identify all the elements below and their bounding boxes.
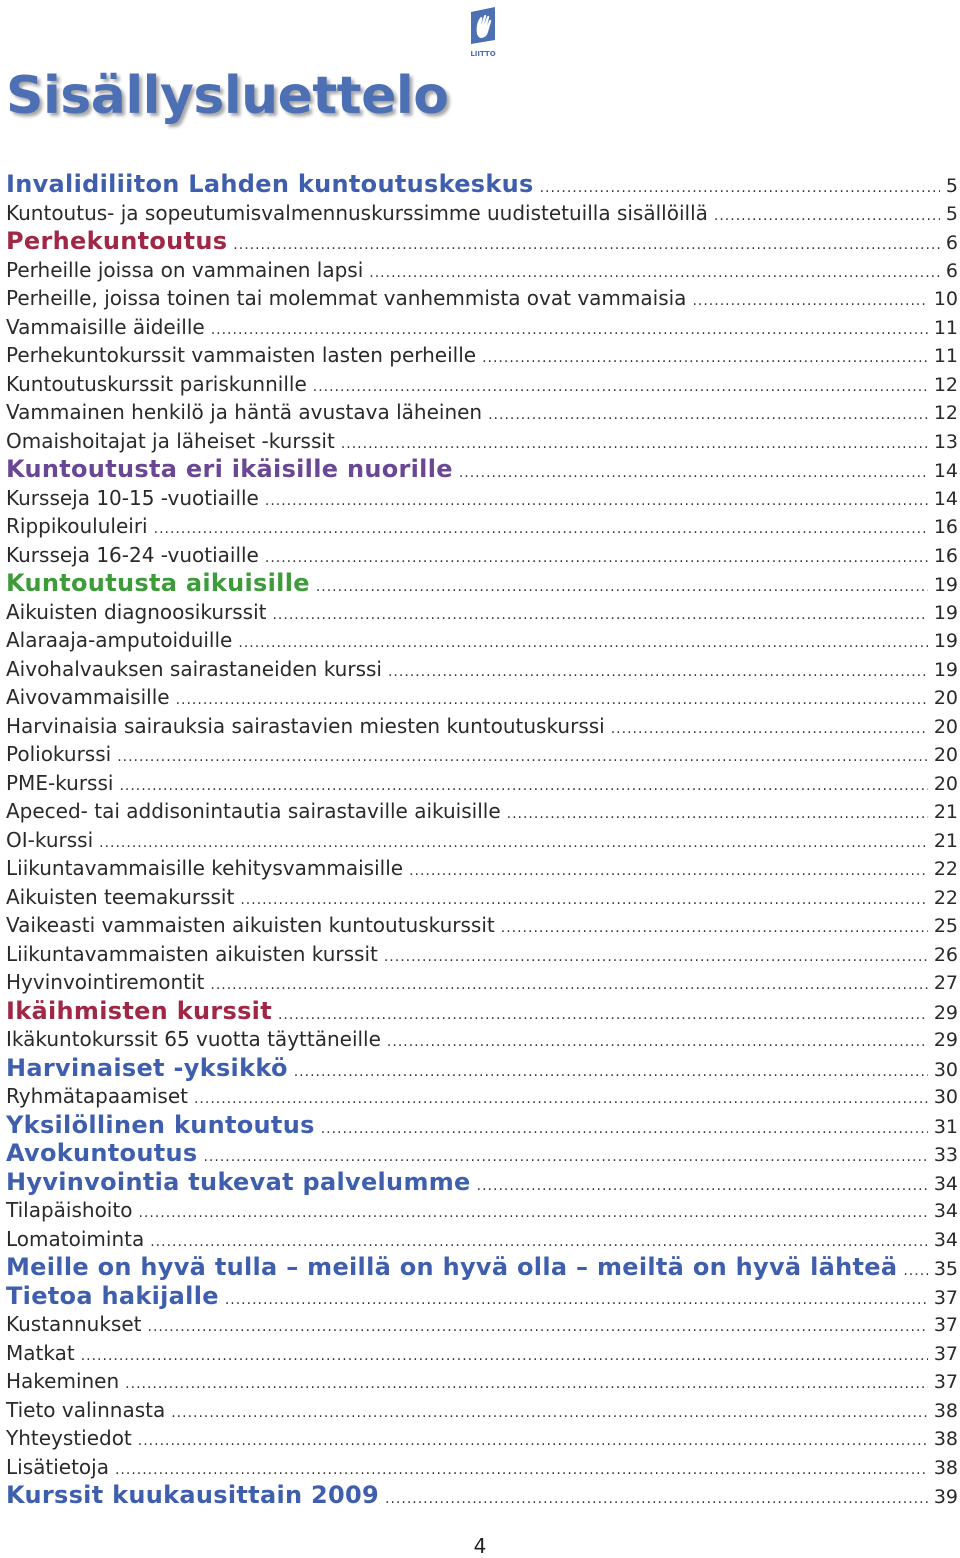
toc-entry-page: 20: [933, 772, 958, 795]
toc-entry-page: 21: [933, 801, 958, 823]
toc-entry: [6, 911, 958, 940]
toc-leader-dots: [115, 1456, 928, 1485]
toc-leader-dots: [238, 629, 927, 658]
toc-entry-label: Rippikoululeiri: [6, 514, 148, 538]
toc-entry-page: 19: [933, 630, 958, 652]
toc-leader-dots: [313, 373, 928, 402]
toc-entry-page: 11: [933, 345, 958, 367]
toc-leader-dots: [294, 1058, 928, 1087]
toc-entry-label: Aikuisten diagnoosikurssit: [6, 599, 267, 624]
toc-entry-page: 5: [945, 202, 958, 225]
toc-leader-dots: [265, 487, 928, 516]
toc-leader-dots: [171, 1399, 928, 1428]
toc-entry-page: 29: [933, 1001, 958, 1024]
table-of-contents: [6, 170, 958, 1510]
toc-section-entry: [6, 1139, 958, 1168]
toc-entry-label: Kurssit kuukausittain 2009: [6, 1481, 380, 1509]
toc-leader-dots: [194, 1085, 928, 1114]
toc-leader-dots: [385, 1485, 928, 1514]
toc-entry-page: 14: [933, 460, 958, 482]
toc-leader-dots: [138, 1427, 928, 1456]
toc-entry-label: Perheille, joissa toinen tai molemmat vanhemmista ovat vammaisia: [6, 286, 687, 310]
toc-entry-label: Liikuntavammaisten aikuisten kurssit: [6, 941, 378, 966]
toc-entry: [6, 769, 958, 798]
toc-leader-dots: [265, 544, 928, 573]
toc-entry-label: Harvinaiset -yksikkö: [6, 1053, 288, 1082]
toc-entry-label: Kursseja 16-24 -vuotiaille: [6, 542, 259, 567]
toc-leader-dots: [99, 829, 928, 858]
toc-entry: [6, 1225, 958, 1254]
toc-entry-label: Perhekuntoutus: [6, 227, 228, 255]
toc-entry-label: Kursseja 10-15 -vuotiaille: [6, 485, 259, 510]
toc-entry: [6, 1082, 958, 1111]
toc-entry-page: 34: [933, 1172, 958, 1195]
toc-leader-dots: [119, 772, 927, 801]
toc-leader-dots: [240, 886, 927, 915]
toc-entry-page: 19: [933, 574, 958, 596]
toc-entry-page: 37: [933, 1286, 958, 1309]
toc-entry-label: OI-kurssi: [6, 827, 94, 852]
toc-entry: [6, 284, 958, 313]
hand-logo-icon: [468, 6, 498, 62]
toc-entry-page: 35: [933, 1258, 958, 1280]
toc-entry: [6, 1367, 958, 1396]
toc-entry: [6, 1196, 958, 1225]
toc-entry: [6, 313, 958, 342]
toc-entry-label: Invalidiliiton Lahden kuntoutuskeskus: [6, 170, 534, 198]
toc-entry-label: Vaikeasti vammaisten aikuisten kuntoutuskurssit: [6, 913, 495, 937]
toc-entry-page: 37: [933, 1342, 958, 1365]
toc-entry: [6, 940, 958, 969]
toc-section-entry: [6, 1282, 958, 1311]
toc-leader-dots: [507, 800, 928, 829]
toc-entry: [6, 370, 958, 399]
toc-entry-page: 6: [945, 232, 958, 254]
toc-section-entry: [6, 1111, 958, 1140]
toc-entry-label: Perheille joissa on vammainen lapsi: [6, 257, 364, 282]
toc-entry-label: Kuntoutusta eri ikäisille nuorille: [6, 455, 453, 483]
toc-entry-label: Alaraaja-amputoiduille: [6, 628, 233, 652]
toc-entry-label: Aivovammaisille: [6, 685, 170, 709]
toc-entry-page: 21: [933, 829, 958, 852]
toc-entry-label: Hyvinvointiremontit: [6, 970, 205, 994]
toc-entry-label: Omaishoitajat ja läheiset -kurssit: [6, 428, 335, 453]
toc-entry-label: Kuntoutusta aikuisille: [6, 569, 310, 597]
toc-leader-dots: [369, 259, 940, 288]
toc-entry: [6, 883, 958, 912]
toc-entry-label: Ryhmätapaamiset: [6, 1084, 188, 1108]
toc-leader-dots: [341, 430, 928, 459]
toc-entry-page: 34: [933, 1228, 958, 1251]
toc-entry-page: 6: [945, 259, 958, 282]
toc-entry-page: 22: [933, 858, 958, 880]
toc-leader-dots: [272, 601, 927, 630]
toc-section-entry: [6, 1481, 958, 1510]
toc-entry-label: Tieto valinnasta: [6, 1397, 166, 1422]
toc-leader-dots: [150, 1228, 928, 1257]
toc-entry-page: 12: [933, 402, 958, 424]
toc-section-entry: [6, 997, 958, 1026]
toc-entry-page: 20: [933, 715, 958, 738]
toc-entry-label: Tilapäishoito: [6, 1198, 133, 1222]
toc-entry: [6, 968, 958, 997]
toc-entry-label: Kuntoutus- ja sopeutumisvalmennuskurssimme uudistetuilla sisällöillä: [6, 200, 708, 225]
toc-entry-label: Avokuntoutus: [6, 1139, 198, 1167]
toc-entry-label: Aivohalvauksen sairastaneiden kurssi: [6, 656, 382, 681]
toc-leader-dots: [501, 914, 928, 943]
toc-leader-dots: [488, 401, 928, 430]
toc-leader-dots: [477, 1172, 928, 1201]
toc-entry: [6, 854, 958, 883]
toc-entry-page: 12: [933, 373, 958, 396]
toc-entry: [6, 626, 958, 655]
toc-leader-dots: [692, 287, 927, 316]
toc-entry-page: 38: [933, 1456, 958, 1479]
toc-entry-label: Apeced- tai addisonintautia sairastaville aikuisille: [6, 799, 501, 823]
toc-leader-dots: [210, 971, 927, 1000]
toc-entry-label: Kustannukset: [6, 1312, 142, 1336]
toc-entry-page: 33: [933, 1144, 958, 1166]
toc-leader-dots: [482, 344, 928, 373]
toc-entry-label: Harvinaisia sairauksia sairastavien miesten kuntoutuskurssi: [6, 713, 605, 738]
toc-section-entry: [6, 569, 958, 598]
toc-entry-page: 34: [933, 1200, 958, 1222]
toc-entry-label: Lisätietoja: [6, 1454, 109, 1479]
toc-entry-page: 29: [933, 1029, 958, 1051]
toc-entry-label: Kuntoutuskurssit pariskunnille: [6, 371, 307, 396]
toc-entry-label: Matkat: [6, 1340, 75, 1365]
toc-entry-page: 19: [933, 658, 958, 681]
toc-leader-dots: [176, 686, 928, 715]
toc-entry: [6, 1396, 958, 1425]
toc-leader-dots: [903, 1257, 927, 1286]
toc-section-entry: [6, 1168, 958, 1197]
toc-leader-dots: [225, 1286, 928, 1315]
toc-leader-dots: [459, 459, 928, 488]
toc-leader-dots: [409, 857, 928, 886]
toc-entry-page: 38: [933, 1428, 958, 1450]
toc-entry-label: Hyvinvointia tukevat palvelumme: [6, 1167, 471, 1196]
toc-entry: [6, 398, 958, 427]
toc-entry-page: 37: [933, 1371, 958, 1393]
toc-entry: [6, 427, 958, 456]
toc-entry-page: 11: [933, 316, 958, 339]
toc-entry-label: Aikuisten teemakurssit: [6, 884, 235, 909]
toc-entry-label: Perhekuntokurssit vammaisten lasten perheille: [6, 343, 477, 367]
toc-entry: [6, 1025, 958, 1054]
toc-entry-page: 26: [933, 943, 958, 966]
toc-entry: [6, 655, 958, 684]
toc-entry-label: Lomatoiminta: [6, 1226, 145, 1251]
toc-entry: [6, 256, 958, 285]
logo-text: LIITTO: [470, 50, 496, 58]
toc-entry: [6, 740, 958, 769]
toc-entry-label: Ikäkuntokurssit 65 vuotta täyttäneille: [6, 1027, 381, 1051]
toc-entry-page: 30: [933, 1086, 958, 1108]
toc-entry-page: 20: [933, 687, 958, 709]
toc-leader-dots: [384, 943, 928, 972]
toc-entry-page: 38: [933, 1399, 958, 1422]
toc-leader-dots: [81, 1342, 928, 1371]
toc-section-entry: [6, 170, 958, 199]
toc-entry-page: 30: [933, 1058, 958, 1081]
toc-entry-page: 10: [933, 288, 958, 310]
toc-entry: [6, 341, 958, 370]
toc-leader-dots: [148, 1313, 928, 1342]
toc-leader-dots: [117, 743, 928, 772]
toc-entry-label: Yksilöllinen kuntoutus: [6, 1110, 315, 1139]
toc-entry: [6, 1339, 958, 1368]
toc-leader-dots: [125, 1370, 928, 1399]
toc-section-entry: [6, 1253, 958, 1282]
toc-entry: [6, 199, 958, 228]
toc-entry-page: 25: [933, 915, 958, 937]
toc-entry-page: 16: [933, 544, 958, 567]
toc-leader-dots: [316, 573, 928, 602]
toc-entry-page: 20: [933, 744, 958, 766]
toc-entry-page: 5: [945, 175, 958, 197]
toc-entry-label: Liikuntavammaisille kehitysvammaisille: [6, 856, 404, 880]
toc-section-entry: [6, 227, 958, 256]
toc-entry-page: 37: [933, 1314, 958, 1336]
toc-leader-dots: [388, 658, 928, 687]
toc-entry-page: 14: [933, 487, 958, 510]
page-number: 4: [473, 1534, 487, 1558]
toc-entry-label: Tietoa hakijalle: [6, 1281, 219, 1310]
toc-leader-dots: [154, 515, 928, 544]
toc-entry-page: 27: [933, 972, 958, 994]
toc-entry: [6, 1453, 958, 1482]
toc-entry-page: 13: [933, 430, 958, 453]
toc-entry-label: Ikäihmisten kurssit: [6, 996, 272, 1025]
toc-entry-label: Yhteystiedot: [6, 1426, 132, 1450]
toc-entry-page: 22: [933, 886, 958, 909]
toc-entry: [6, 826, 958, 855]
toc-entry: [6, 712, 958, 741]
toc-entry: [6, 541, 958, 570]
toc-entry-page: 16: [933, 516, 958, 538]
toc-leader-dots: [611, 715, 928, 744]
toc-entry-label: Vammaisille äideille: [6, 314, 205, 339]
toc-entry-page: 19: [933, 601, 958, 624]
page-title: Sisällysluettelo: [6, 66, 449, 126]
toc-entry-label: PME-kurssi: [6, 770, 114, 795]
toc-entry: [6, 797, 958, 826]
toc-leader-dots: [138, 1199, 927, 1228]
toc-entry: [6, 484, 958, 513]
toc-leader-dots: [714, 202, 940, 231]
toc-entry-page: 39: [933, 1486, 958, 1508]
toc-entry: [6, 1310, 958, 1339]
toc-entry: [6, 683, 958, 712]
toc-entry: [6, 512, 958, 541]
toc-entry: [6, 598, 958, 627]
toc-leader-dots: [321, 1115, 928, 1144]
toc-entry-label: Vammainen henkilö ja häntä avustava läheinen: [6, 400, 483, 424]
toc-section-entry: [6, 455, 958, 484]
toc-section-entry: [6, 1054, 958, 1083]
toc-leader-dots: [211, 316, 928, 345]
toc-entry-label: Poliokurssi: [6, 742, 112, 766]
toc-entry-page: 31: [933, 1115, 958, 1138]
toc-entry: [6, 1424, 958, 1453]
toc-entry-label: Hakeminen: [6, 1369, 120, 1393]
toc-leader-dots: [387, 1028, 928, 1057]
toc-entry-label: Meille on hyvä tulla – meillä on hyvä olla – meiltä on hyvä lähteä: [6, 1253, 898, 1281]
